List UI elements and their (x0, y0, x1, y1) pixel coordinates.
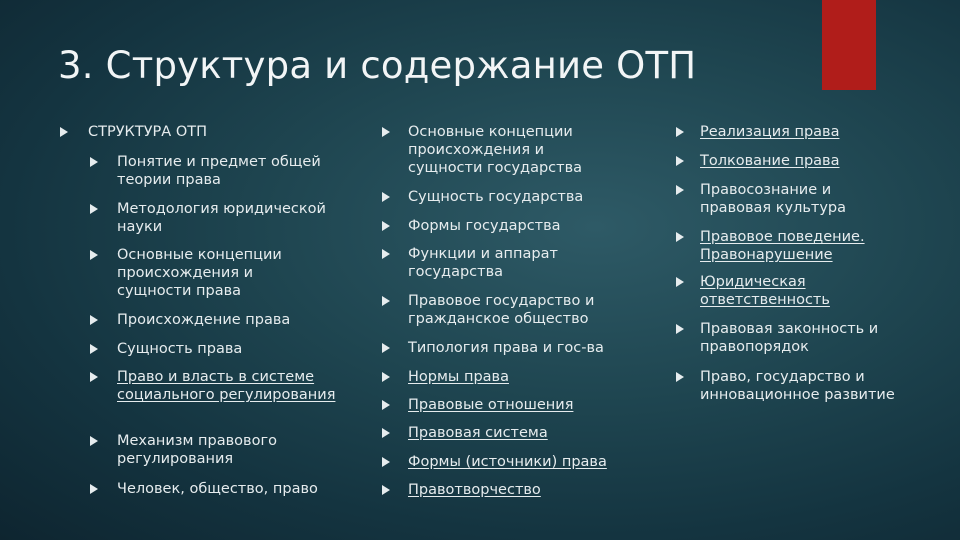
slide-title: 3. Структура и содержание ОТП (58, 44, 697, 87)
bullet-arrow-icon (90, 484, 98, 494)
bullet-arrow-icon (90, 344, 98, 354)
bullet-arrow-icon (90, 250, 98, 260)
bullet-arrow-icon (676, 324, 684, 334)
bullet-arrow-icon (676, 372, 684, 382)
accent-bar (822, 0, 876, 90)
bullet-arrow-icon (382, 249, 390, 259)
bullet-arrow-icon (90, 372, 98, 382)
bullet-arrow-icon (90, 315, 98, 325)
bullet-arrow-icon (382, 296, 390, 306)
bullet-arrow-icon (382, 127, 390, 137)
bullet-arrow-icon (382, 192, 390, 202)
bullet-arrow-icon (382, 485, 390, 495)
bullet-arrow-icon (382, 372, 390, 382)
bullet-arrow-icon (90, 157, 98, 167)
bullet-arrow-icon (90, 436, 98, 446)
bullet-arrow-icon (382, 428, 390, 438)
bullet-arrow-icon (90, 204, 98, 214)
bullet-arrow-icon (382, 457, 390, 467)
bullet-arrow-icon (382, 343, 390, 353)
bullet-arrow-icon (676, 185, 684, 195)
bullet-arrow-icon (676, 277, 684, 287)
bullet-arrow-icon (676, 127, 684, 137)
bullet-arrow-icon (382, 221, 390, 231)
bullet-arrow-icon (676, 232, 684, 242)
bullet-arrow-icon (382, 400, 390, 410)
bullet-arrow-icon (676, 156, 684, 166)
bullet-arrow-icon (60, 127, 68, 137)
